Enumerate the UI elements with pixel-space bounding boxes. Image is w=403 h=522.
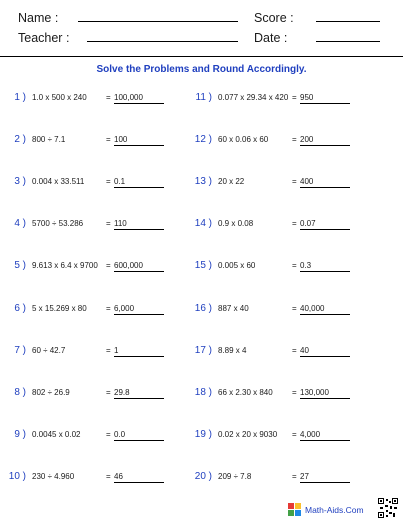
problem-expression: 0.004 x 33.511 <box>32 177 85 186</box>
problem-expression: 8.89 x 4 <box>218 346 247 355</box>
answer-field[interactable]: 0.1 <box>114 176 164 188</box>
equals-sign: = <box>106 93 111 102</box>
problem-expression: 887 x 40 <box>218 304 249 313</box>
problem-expression: 0.02 x 20 x 9030 <box>218 430 278 439</box>
problem-item <box>186 428 386 442</box>
equals-sign: = <box>292 135 297 144</box>
problem-expression: 209 ÷ 7.8 <box>218 472 252 481</box>
problem-expression: 230 ÷ 4.960 <box>32 472 75 481</box>
problem-item <box>0 302 200 316</box>
answer-field[interactable]: 950 <box>300 92 350 104</box>
problem-number: 1 ) <box>14 92 26 103</box>
equals-sign: = <box>292 93 297 102</box>
equals-sign: = <box>106 346 111 355</box>
problem-expression: 20 x 22 <box>218 177 245 186</box>
equals-sign: = <box>106 135 111 144</box>
answer-field[interactable]: 100 <box>114 134 164 146</box>
equals-sign: = <box>292 261 297 270</box>
equals-sign: = <box>292 346 297 355</box>
site-logo[interactable] <box>288 503 364 516</box>
problem-number: 8 ) <box>14 387 26 398</box>
score-label: Score : <box>254 11 294 25</box>
problem-item <box>186 91 386 105</box>
teacher-label: Teacher : <box>18 31 70 45</box>
problem-item <box>186 344 386 358</box>
name-line[interactable] <box>78 21 238 22</box>
answer-field[interactable]: 40 <box>300 345 350 357</box>
answer-field[interactable]: 40,000 <box>300 303 350 315</box>
problem-expression: 66 x 2.30 x 840 <box>218 388 273 397</box>
date-line[interactable] <box>316 41 380 42</box>
qr-code-icon <box>378 498 398 518</box>
problem-item <box>186 470 386 484</box>
equals-sign: = <box>292 388 297 397</box>
problem-expression: 0.9 x 0.08 <box>218 219 254 228</box>
problem-item <box>0 386 200 400</box>
equals-sign: = <box>106 261 111 270</box>
equals-sign: = <box>106 388 111 397</box>
answer-field[interactable]: 4,000 <box>300 429 350 441</box>
equals-sign: = <box>106 430 111 439</box>
equals-sign: = <box>106 219 111 228</box>
problem-number: 10 ) <box>8 471 26 482</box>
name-label: Name : <box>18 11 59 25</box>
problem-number: 17 ) <box>194 345 212 356</box>
problem-expression: 5700 ÷ 53.286 <box>32 219 84 228</box>
problem-item <box>0 217 200 231</box>
problem-item <box>0 428 200 442</box>
answer-field[interactable]: 29.8 <box>114 387 164 399</box>
problem-item <box>186 302 386 316</box>
problem-expression: 802 ÷ 26.9 <box>32 388 70 397</box>
problem-item <box>0 175 200 189</box>
problem-number: 16 ) <box>194 303 212 314</box>
problem-item <box>0 470 200 484</box>
answer-field[interactable]: 130,000 <box>300 387 350 399</box>
problem-number: 13 ) <box>194 176 212 187</box>
answer-field[interactable]: 100,000 <box>114 92 164 104</box>
problem-number: 6 ) <box>14 303 26 314</box>
equals-sign: = <box>292 177 297 186</box>
problem-number: 7 ) <box>14 345 26 356</box>
equals-sign: = <box>292 472 297 481</box>
problem-expression: 800 ÷ 7.1 <box>32 135 66 144</box>
problem-item <box>0 133 200 147</box>
equals-sign: = <box>292 219 297 228</box>
problem-number: 5 ) <box>14 260 26 271</box>
problem-expression: 60 x 0.06 x 60 <box>218 135 269 144</box>
problem-number: 12 ) <box>194 134 212 145</box>
problem-item <box>0 259 200 273</box>
date-label: Date : <box>254 31 288 45</box>
teacher-line[interactable] <box>87 41 238 42</box>
answer-field[interactable]: 600,000 <box>114 260 164 272</box>
answer-field[interactable]: 27 <box>300 471 350 483</box>
score-line[interactable] <box>316 21 380 22</box>
problem-expression: 0.0045 x 0.02 <box>32 430 81 439</box>
problem-expression: 5 x 15.269 x 80 <box>32 304 87 313</box>
equals-sign: = <box>106 472 111 481</box>
answer-field[interactable]: 0.07 <box>300 218 350 230</box>
problem-number: 20 ) <box>194 471 212 482</box>
answer-field[interactable]: 0.0 <box>114 429 164 441</box>
problem-number: 4 ) <box>14 218 26 229</box>
site-name: Math-Aids.Com <box>305 504 364 515</box>
problem-number: 15 ) <box>194 260 212 271</box>
math-aids-logo-icon <box>288 503 301 516</box>
equals-sign: = <box>106 177 111 186</box>
equals-sign: = <box>292 430 297 439</box>
problem-number: 18 ) <box>194 387 212 398</box>
instructions-title: Solve the Problems and Round Accordingly. <box>96 64 307 75</box>
answer-field[interactable]: 1 <box>114 345 164 357</box>
problem-item <box>186 386 386 400</box>
problem-item <box>0 344 200 358</box>
problem-item <box>186 217 386 231</box>
problem-expression: 0.005 x 60 <box>218 261 256 270</box>
problem-number: 19 ) <box>194 429 212 440</box>
problem-item <box>186 133 386 147</box>
header-divider <box>0 56 403 57</box>
answer-field[interactable]: 46 <box>114 471 164 483</box>
problem-expression: 1.0 x 500 x 240 <box>32 93 87 102</box>
answer-field[interactable]: 6,000 <box>114 303 164 315</box>
problem-expression: 9.613 x 6.4 x 9700 <box>32 261 98 270</box>
answer-field[interactable]: 0.3 <box>300 260 350 272</box>
answer-field[interactable]: 110 <box>114 218 164 230</box>
equals-sign: = <box>292 304 297 313</box>
problem-number: 2 ) <box>14 134 26 145</box>
problem-number: 9 ) <box>14 429 26 440</box>
equals-sign: = <box>106 304 111 313</box>
problem-expression: 0.077 x 29.34 x 420 <box>218 93 289 102</box>
problem-item <box>186 259 386 273</box>
problem-item <box>186 175 386 189</box>
problem-expression: 60 ÷ 42.7 <box>32 346 66 355</box>
problem-number: 14 ) <box>194 218 212 229</box>
answer-field[interactable]: 400 <box>300 176 350 188</box>
problem-number: 3 ) <box>14 176 26 187</box>
problem-item <box>0 91 200 105</box>
answer-field[interactable]: 200 <box>300 134 350 146</box>
problem-number: 11 ) <box>195 92 212 103</box>
